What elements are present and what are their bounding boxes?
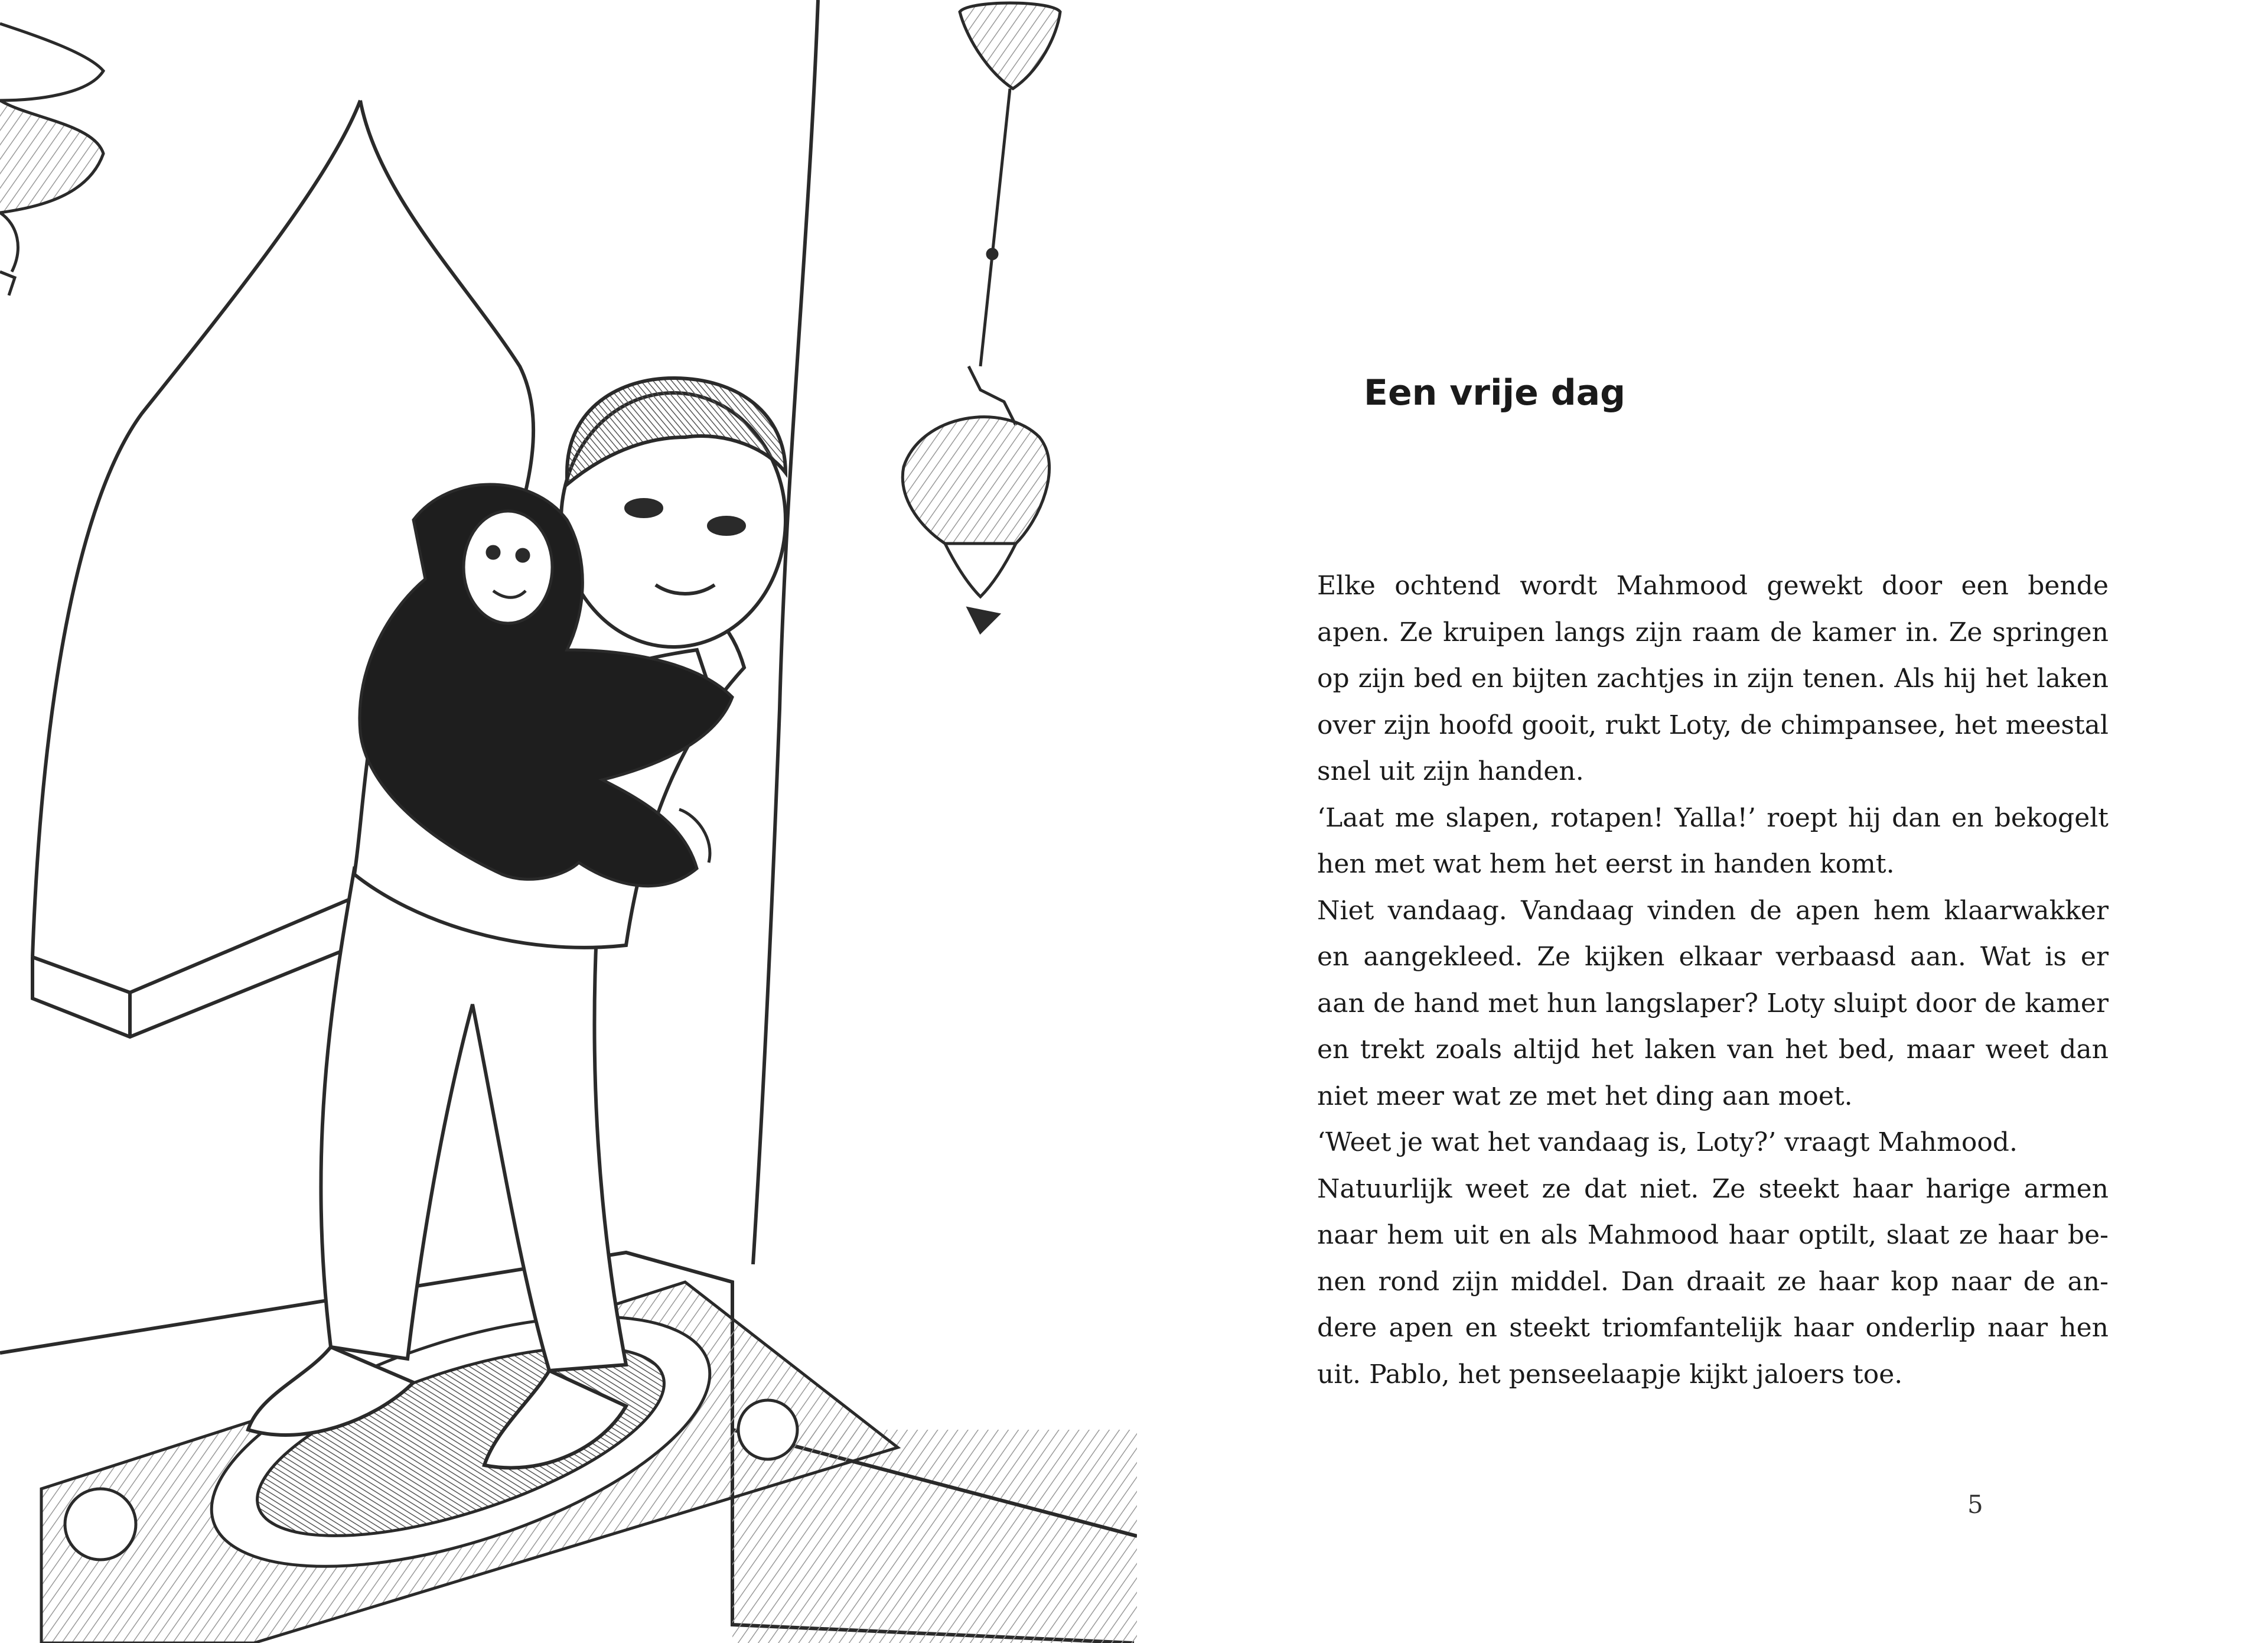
lantern-hanging-icon [902,3,1060,632]
paragraph: ‘Laat me slapen, rotapen! Yalla!’ roept hij dan en bekogelt hen met wat hem het eerst in handen komt. [1317,802,2109,879]
paragraph: Niet vandaag. Vandaag vinden de apen hem klaarwakker en aangekleed. Ze kijken elkaar verbaasd aan. Wat is er aan de hand met hun langslaper? Loty sluipt door de kamer en trekt zoals altijd het laken van het bed, maar weet dan niet meer wat ze met het ding aan moet. [1317,895,2109,1111]
paragraph: Elke ochtend wordt Mahmood gewekt door een bende apen. Ze kruipen langs zijn raam de kamer in. Ze springen op zijn bed en bijten zachtjes in zijn tenen. Als hij het laken over zijn hoofd gooit, rukt Loty, de chimpansee, het meestal snel uit zijn handen. [1317,571,2109,786]
lantern-left-icon [0,24,103,295]
text-page [1137,0,2268,1643]
paragraph: ‘Weet je wat het vandaag is, Loty?’ vraagt Mahmood. [1317,1127,2018,1157]
page-number: 5 [1967,1490,1983,1519]
chapter-title: Een vrije dag [1364,372,1626,414]
paragraph: Natuurlijk weet ze dat niet. Ze steekt haar harige armen naar hem uit en als Mahmood haar optilt, slaat ze haar benen rond zijn middel. Dan draait ze haar kop naar de andere apen en steekt triomfantelijk haar onderlip naar hen uit. Pablo, het penseelaapje kijkt jaloers toe. [1317,1173,2109,1390]
story-text [1317,563,2109,1398]
